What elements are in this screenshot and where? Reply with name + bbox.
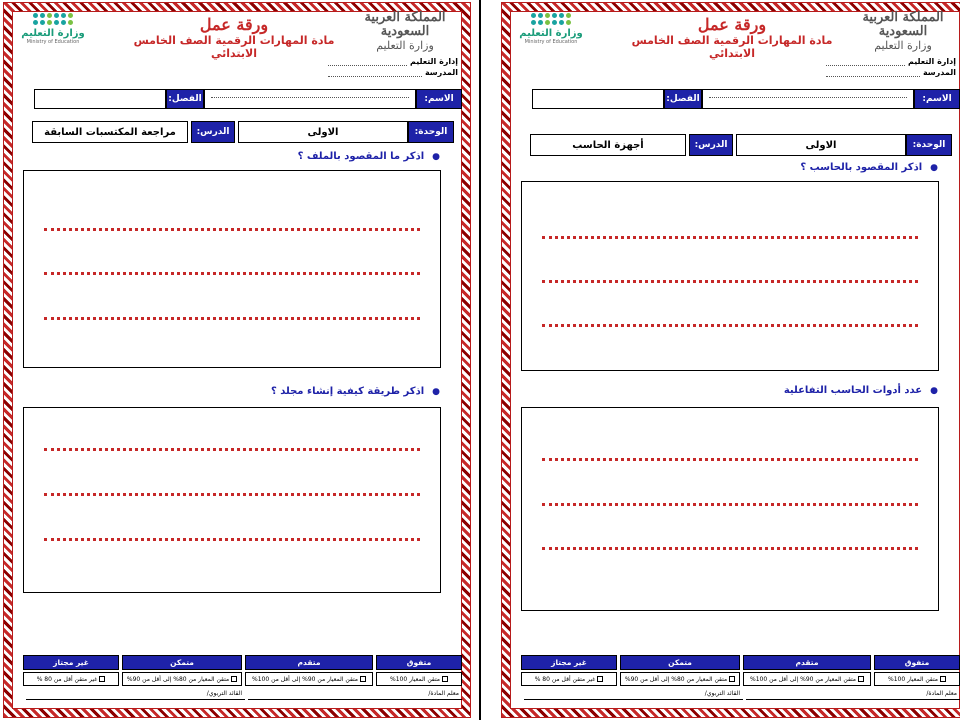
grade-criterion-3[interactable]: متقن المعيار من 80% إلى أقل من 90% xyxy=(122,672,242,686)
name-label: الاسم: xyxy=(914,89,960,109)
class-label: الفصل: xyxy=(664,89,702,109)
name-class-row xyxy=(12,89,462,109)
unit-lesson-row xyxy=(518,134,952,156)
grading-table xyxy=(510,655,960,700)
worksheet-right xyxy=(502,3,960,717)
moe-logo-icon xyxy=(18,13,88,25)
moe-logo: وزارة التعليم Ministry of Education xyxy=(18,13,88,45)
kingdom-logo: المملكة العربية السعودية وزارة التعليم xyxy=(364,10,446,52)
question-1: ● اذكر المقصود بالحاسب ؟ xyxy=(800,162,938,173)
grade-level-advanced: متقدم xyxy=(245,655,373,670)
name-field[interactable] xyxy=(204,89,416,109)
checkbox-icon xyxy=(231,676,237,682)
answer-box-2[interactable] xyxy=(23,407,441,593)
teacher-signature[interactable]: معلم المادة/ xyxy=(746,688,960,700)
lesson-value: مراجعة المكتسبات السابقة xyxy=(32,121,188,143)
grade-level-advanced: متقدم xyxy=(743,655,871,670)
name-label: الاسم: xyxy=(416,89,462,109)
grade-criterion-1[interactable]: متقن المعيار 100% xyxy=(874,672,960,686)
checkbox-icon xyxy=(597,676,603,682)
grade-level-failed: غير مجتاز xyxy=(521,655,617,670)
answer-box-1[interactable] xyxy=(23,170,441,368)
name-class-row xyxy=(510,89,960,109)
checkbox-icon xyxy=(940,676,946,682)
grade-criterion-4[interactable]: غير متقن أقل من 80 % xyxy=(521,672,617,686)
admin-fields: إدارة التعليم المدرسة xyxy=(328,55,458,77)
grade-level-proficient: متمكن xyxy=(122,655,242,670)
worksheet-left xyxy=(4,3,470,717)
bullet-icon: ● xyxy=(930,385,938,396)
leader-signature[interactable]: القائد التربوي/ xyxy=(524,688,743,700)
bullet-icon: ● xyxy=(432,151,440,162)
grade-level-failed: غير مجتاز xyxy=(23,655,119,670)
bullet-icon: ● xyxy=(432,386,440,397)
lesson-label: الدرس: xyxy=(689,134,733,156)
teacher-signature[interactable]: معلم المادة/ xyxy=(248,688,462,700)
page-divider xyxy=(479,0,481,720)
unit-label: الوحدة: xyxy=(408,121,454,143)
lesson-value: أجهزة الحاسب xyxy=(530,134,686,156)
bullet-icon: ● xyxy=(930,162,938,173)
moe-logo-icon xyxy=(516,13,586,25)
class-field[interactable] xyxy=(34,89,166,109)
unit-lesson-row xyxy=(20,121,454,143)
checkbox-icon xyxy=(99,676,105,682)
leader-signature[interactable]: القائد التربوي/ xyxy=(26,688,245,700)
unit-value: الاولى xyxy=(736,134,906,156)
grade-level-excellent: متفوق xyxy=(376,655,462,670)
checkbox-icon xyxy=(729,676,735,682)
answer-box-2[interactable] xyxy=(521,407,939,611)
answer-box-1[interactable] xyxy=(521,181,939,371)
question-2: ● اذكر طريقة كيفية إنشاء مجلد ؟ xyxy=(270,386,440,397)
grade-criterion-1[interactable]: متقن المعيار 100% xyxy=(376,672,462,686)
moe-logo: وزارة التعليم Ministry of Education xyxy=(516,13,586,45)
unit-label: الوحدة: xyxy=(906,134,952,156)
worksheet-title: ورقة عمل مادة المهارات الرقمية الصف الخامس الابتدائي xyxy=(631,15,833,60)
checkbox-icon xyxy=(360,676,366,682)
grade-criterion-3[interactable]: متقن المعيار من 80% إلى أقل من 90% xyxy=(620,672,740,686)
name-field[interactable] xyxy=(702,89,914,109)
class-label: الفصل: xyxy=(166,89,204,109)
worksheet-title: ورقة عمل مادة المهارات الرقمية الصف الخامس الابتدائي xyxy=(133,15,335,60)
lesson-label: الدرس: xyxy=(191,121,235,143)
checkbox-icon xyxy=(442,676,448,682)
class-field[interactable] xyxy=(532,89,664,109)
grade-criterion-2[interactable]: متقن المعيار من 90% إلى أقل من 100% xyxy=(245,672,373,686)
grading-table xyxy=(12,655,462,700)
grade-level-proficient: متمكن xyxy=(620,655,740,670)
question-2: ● عدد أدوات الحاسب التفاعلية xyxy=(783,385,938,396)
admin-fields: إدارة التعليم المدرسة xyxy=(826,55,956,77)
grade-criterion-4[interactable]: غير متقن أقل من 80 % xyxy=(23,672,119,686)
checkbox-icon xyxy=(858,676,864,682)
kingdom-logo: المملكة العربية السعودية وزارة التعليم xyxy=(862,10,944,52)
grade-level-excellent: متفوق xyxy=(874,655,960,670)
grade-criterion-2[interactable]: متقن المعيار من 90% إلى أقل من 100% xyxy=(743,672,871,686)
unit-value: الاولى xyxy=(238,121,408,143)
question-1: ● اذكر ما المقصود بالملف ؟ xyxy=(297,151,440,162)
